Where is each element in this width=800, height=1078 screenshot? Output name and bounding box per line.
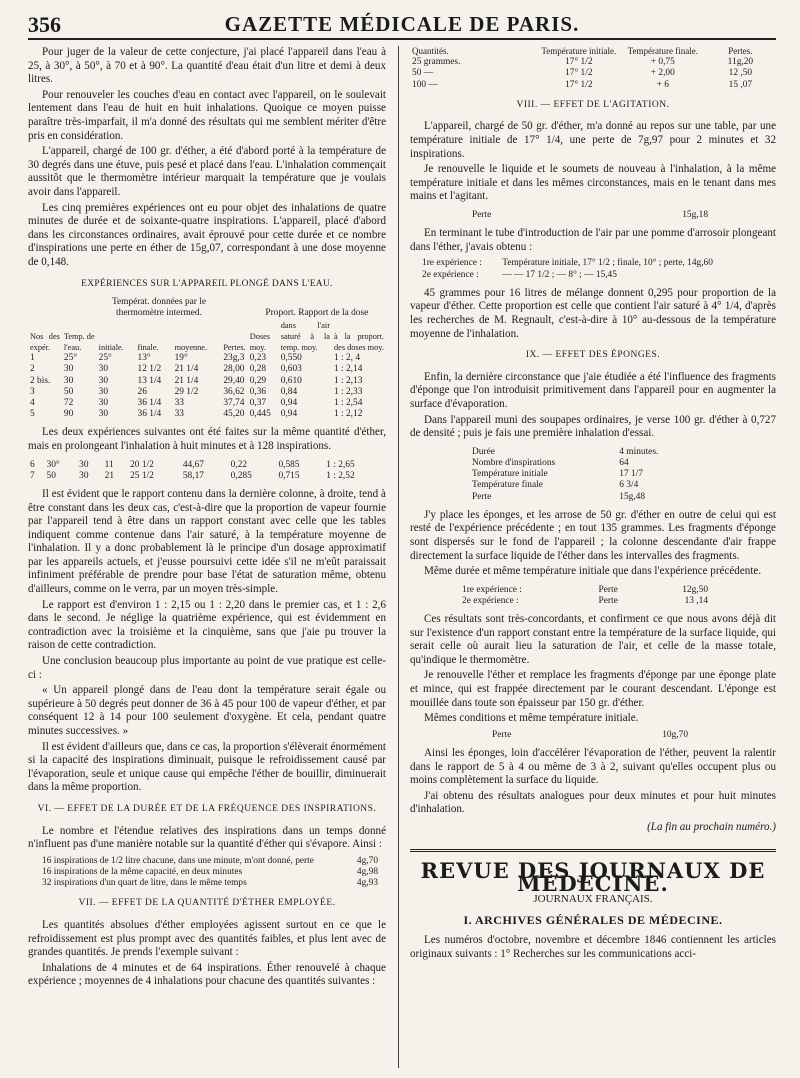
- cell: 50: [46, 470, 56, 481]
- page-number: 356: [28, 12, 61, 37]
- cell: 13°: [137, 353, 151, 364]
- cell: 7: [30, 470, 35, 481]
- cell: 33: [174, 409, 184, 420]
- col-header: Nos des expér.: [30, 331, 60, 352]
- continued-note: (La fin au prochain numéro.): [647, 821, 776, 834]
- paragraph: Les deux expériences suivantes ont été faites sur la même quantité d'éther, mais en prolongeant l'inhalation à huit minutes et à 128 inspirations.: [28, 426, 386, 452]
- cell: 0,94: [280, 397, 298, 408]
- cell: 6: [30, 459, 35, 470]
- table-row: [28, 460, 386, 471]
- cell: 0,23: [249, 353, 267, 364]
- essai-table: [470, 447, 690, 503]
- cell: Perte: [598, 595, 618, 606]
- cell: 2e expérience :: [422, 269, 479, 280]
- experiments-table: [28, 297, 386, 420]
- col-header: Quantités.: [412, 46, 449, 56]
- paragraph: Je renouvelle le liquide et le soumets de nouveau à l'inhalation, à la même température initiale et dans les mêmes circonstances, mais en le tenant dans mes mains et l'agitant.: [410, 163, 776, 203]
- perte-value: 10g,70: [662, 729, 688, 740]
- cell: 13 1/4: [137, 375, 162, 386]
- perte-label: Perte: [472, 209, 492, 220]
- cell: 1 : 2,65: [326, 459, 355, 470]
- cell: 58,17: [182, 470, 204, 481]
- group-header: Proport. Rapport de la dose: [265, 308, 369, 319]
- table-row: [470, 458, 690, 469]
- cell: 17° 1/2: [565, 57, 593, 68]
- paragraph: L'appareil, chargé de 100 gr. d'éther, a été d'abord porté à la température de 30 degrés dans une étuve, puis pesé et placé dans l'eau. L'inhalation commençait aussitôt que le thermomètre intérieur marquait la température que je voulais avoir dans l'appareil.: [28, 145, 386, 198]
- table-row: [28, 353, 386, 364]
- cell: 25°: [98, 353, 112, 364]
- table-row: [410, 80, 776, 91]
- section-heading: VII. — EFFET DE LA QUANTITÉ D'ÉTHER EMPLOYÉE.: [78, 898, 336, 909]
- paragraph: Une conclusion beaucoup plus importante au point de vue pratique est celle-ci :: [28, 655, 386, 681]
- cell: — — 17 1/2 ; — 8° ; — 15,45: [502, 269, 617, 280]
- list-item: [40, 856, 380, 867]
- paragraph: Il est évident que le rapport contenu dans la dernière colonne, à droite, tend à être constant dans les deux cas, c'est-à-dire que la proportion de vapeur fournie par l'appareil tend à être dans un rapport constant avec celle que les tables indiquent comme contenue dans l'air saturé, à la température moyenne de l'inhalation. Il y a donc probablement là le principe d'un dosage approximatif par les appareils actuels, et j'eusse poursuivi cette idée s'il ne m'eût paraissait infiniment préférable de prendre pour base l'état de saturation même, obtenu d'ailleurs, comme on le verra, par un moyen très-simple.: [28, 487, 386, 596]
- table-row: [470, 469, 690, 480]
- cell: 45,20: [223, 409, 245, 420]
- paragraph: Pour juger de la valeur de cette conjecture, j'ai placé l'appareil dans l'eau à 25, à 30°, à 50°, à 70 et à 90°. La quantité d'eau était d'un litre et demi à deux litres.: [28, 46, 386, 86]
- section-heading: VI. — EFFET DE LA DURÉE ET DE LA FRÉQUENCE DES INSPIRATIONS.: [37, 803, 377, 814]
- cell: 3: [30, 386, 35, 397]
- cell: + 0,75: [650, 57, 675, 68]
- cell: 1 : 2,52: [326, 470, 355, 481]
- cell: 25 1/2: [130, 470, 154, 481]
- cell: 2: [30, 364, 35, 375]
- cell: 0,37: [249, 397, 267, 408]
- cell: 5: [30, 409, 35, 420]
- cell: 1 : 2, 4: [334, 353, 361, 364]
- left-column: [28, 46, 386, 991]
- cell: Température initiale, 17° 1/2 ; finale, 10° ; perte, 14g,60: [502, 258, 713, 269]
- cell: Température initiale: [472, 469, 548, 480]
- table-row: [420, 270, 770, 281]
- paragraph: Ces résultats sont très-concordants, et confirment ce que nous avons déjà dit sur l'existence d'un rapport constant entre la température de la surface liquide, qui serait celle où aurait lieu la saturation de l'air, et celle de la masse totale, qu'indique le thermomètre.: [410, 613, 776, 666]
- cell: 1 : 2,13: [334, 375, 363, 386]
- cell: 25°: [63, 353, 77, 364]
- journal-title: GAZETTE MÉDICALE DE PARIS.: [224, 12, 580, 36]
- section-rule: [410, 849, 776, 854]
- paragraph: Enfin, la dernière circonstance que j'aie étudiée a été l'influence des fragments d'éponge que l'on introduisit primitivement dans l'appareil pour en augmenter la surface d'évaporation.: [410, 370, 776, 410]
- cell: 0,585: [278, 459, 300, 470]
- section-heading: VIII. — EFFET DE L'AGITATION.: [516, 99, 670, 110]
- paragraph: Les numéros d'octobre, novembre et décembre 1846 contiennent les articles originaux suivants : 1° Recherches sur les communications acci-: [410, 933, 776, 960]
- cell: 25 grammes.: [412, 57, 461, 68]
- cell: Perte: [472, 491, 492, 502]
- cell: 0,22: [230, 459, 248, 470]
- cell: 0,610: [280, 375, 302, 386]
- cell: 0,29: [249, 375, 267, 386]
- cell: 21: [104, 470, 114, 481]
- revue-subtitle: JOURNAUX FRANÇAIS.: [533, 892, 653, 905]
- cell: 21 1/4: [174, 375, 199, 386]
- cell: 0,28: [249, 364, 267, 375]
- archives-heading: I. ARCHIVES GÉNÉRALES DE MÉDECINE.: [463, 913, 723, 928]
- cell: 36,62: [223, 386, 245, 397]
- cell: 72: [63, 397, 74, 408]
- cell: 1 : 2,54: [334, 397, 363, 408]
- table-row: [460, 585, 710, 596]
- cell: 23g,3: [223, 353, 245, 364]
- table-title: EXPÉRIENCES SUR L'APPAREIL PLONGÉ DANS L'EAU.: [81, 278, 333, 289]
- cell: 4: [30, 397, 35, 408]
- list-item: [40, 878, 380, 889]
- table-row: [470, 480, 690, 491]
- cell: Perte: [598, 584, 618, 595]
- cell: 30: [79, 470, 89, 481]
- cell: 15 ,07: [728, 79, 753, 90]
- col-header: dans l'air saturé à la temp. moy.: [280, 320, 330, 352]
- cell: 44,67: [182, 459, 204, 470]
- item-text: 32 inspirations d'un quart de litre, dans le même temps: [42, 878, 247, 889]
- item-text: 16 inspirations de 1/2 litre chacune, dans une minute, m'ont donné, perte: [42, 855, 314, 866]
- table-row: [470, 447, 690, 458]
- cell: 29,40: [223, 375, 245, 386]
- paragraph: Le nombre et l'étendue relatives des inspirations dans un temps donné n'influent pas d'une manière notable sur la quantité d'éther qui s'évapore. Ainsi :: [28, 824, 386, 851]
- col-header: finale.: [137, 342, 159, 352]
- cell: 1re expérience :: [462, 584, 522, 595]
- cell: 0,445: [249, 409, 271, 420]
- cell: 30: [98, 386, 109, 397]
- cell: 11g,20: [727, 57, 754, 68]
- table-row: [28, 387, 386, 398]
- table-row: [470, 492, 690, 503]
- item-value: 4g,70: [356, 855, 378, 866]
- cell: 12g,50: [682, 584, 708, 595]
- cell: 0,715: [278, 470, 300, 481]
- cell: Nombre d'inspirations: [472, 457, 556, 468]
- cell: 30: [98, 409, 109, 420]
- cell: 33: [174, 397, 184, 408]
- cell: 30: [98, 397, 109, 408]
- cell: 21 1/4: [174, 364, 199, 375]
- col-header: Temp. de l'eau.: [63, 331, 95, 352]
- table-row: [28, 376, 386, 387]
- cell: 30: [63, 375, 74, 386]
- section-heading: IX. — EFFET DES ÉPONGES.: [525, 350, 661, 361]
- paragraph: Le rapport est d'environ 1 : 2,15 ou 1 : 2,20 dans le premier cas, et 1 : 2,6 dans le second. Je néglige la quatrième expérience, qui est évidemment en contradiction avec la troisième et la cinquième, sans que j'aie pu trouver la raison de cette contradiction.: [28, 598, 386, 652]
- cell: 28,00: [223, 364, 245, 375]
- revue-title: REVUE DES JOURNAUX DE MÉDECINE.: [420, 857, 766, 897]
- cell: 17° 1/2: [565, 68, 593, 79]
- table-row: [410, 68, 776, 79]
- col-header: Pertes.: [728, 46, 753, 56]
- col-header: Doses moy.: [249, 331, 270, 352]
- perte-label: Perte: [492, 729, 512, 740]
- paragraph: Dans l'appareil muni des soupapes ordinaires, je verse 100 gr. d'éther à 0,727 de densité ; puis je fais une première inhalation d'essai.: [410, 413, 776, 440]
- cell: 2 bis.: [30, 375, 51, 386]
- paragraph: Il est évident d'ailleurs que, dans ce cas, la proportion s'élèverait énormément si la capacité des inspirations diminuait, puisque le refroidissement causé par l'évaporation, seule et unique cause qui empêche l'éther de bouillir, diminuerait dans la même proportion.: [28, 740, 386, 794]
- cell: 12 ,50: [728, 68, 753, 79]
- column-divider: [398, 46, 399, 1068]
- paragraph: Pour renouveler les couches d'eau en contact avec l'appareil, on le soulevait lentement dans l'eau de huit en huit inhalations. Quoique ce moyen puisse paraître très-imparfait, il m'a donné des résultats qui me semblent mériter d'être pris en considération.: [28, 88, 386, 142]
- cell: 0,36: [249, 386, 267, 397]
- cell: 2e expérience :: [462, 595, 519, 606]
- paragraph: Mêmes conditions et même température initiale.: [424, 712, 639, 725]
- group-header: Températ. données par le thermomètre intermed.: [111, 297, 207, 319]
- cell: 30: [63, 364, 74, 375]
- cell: Température finale: [472, 480, 543, 491]
- list-item: [40, 867, 380, 878]
- table-row: [410, 57, 776, 68]
- cell: 1 : 2,14: [334, 364, 363, 375]
- table-row: [28, 471, 386, 482]
- cell: 17 1/7: [619, 469, 643, 480]
- paragraph: Même durée et même température initiale que dans l'expérience précédente.: [424, 565, 762, 578]
- cell: 36 1/4: [137, 397, 162, 408]
- cell: 30: [98, 364, 109, 375]
- cell: 11: [104, 459, 114, 470]
- page-header: [28, 8, 776, 40]
- experiments-table-continued: [28, 460, 386, 482]
- paragraph: En terminant le tube d'introduction de l'air par une pomme d'arrosoir plongeant dans l'éther, j'avais obtenu :: [410, 227, 776, 253]
- cell: 17° 1/2: [565, 79, 593, 90]
- item-value: 4g,98: [356, 866, 378, 877]
- paragraph: Les quantités absolues d'éther employées agissent surtout en ce que le refroidissement est plus prompt avec des quantités faibles, et plus lent avec de grandes quantités. Je prends l'exemple suivant :: [28, 918, 386, 959]
- cell: 30: [98, 375, 109, 386]
- paragraph: J'y place les éponges, et les arrose de 50 gr. d'éther en outre de celui qui est resté de l'expérience précédente ; en tout 135 grammes. Les fragments d'éponge sont dispersés sur le fond de l'appareil ; la colonne descendante d'air frappe directement la surface liquide de l'éther dans les intervalles des fragments.: [410, 508, 776, 562]
- paragraph: 45 grammes pour 16 litres de mélange donnent 0,295 pour proportion de la vapeur d'éther. Cette proportion est celle que contient l'air saturé à 4° 1/4, d'après les recherches de M. Regnault, c'est-à-dire à 10° au-dessous de la température moyenne de l'inhalation.: [410, 286, 776, 340]
- table-row: [460, 596, 710, 607]
- cell: 36 1/4: [137, 409, 162, 420]
- col-header: à la proport. des doses moy.: [334, 331, 384, 352]
- cell: 30°: [46, 459, 60, 470]
- perte-line: [470, 210, 710, 221]
- col-header: Température initiale.: [541, 46, 617, 56]
- item-value: 4g,93: [356, 878, 378, 889]
- inspirations-list: [40, 856, 380, 890]
- cell: 64: [619, 457, 629, 468]
- cell: 1re expérience :: [422, 258, 482, 269]
- eponge-results: [460, 585, 710, 607]
- cell: 1 : 2,12: [334, 409, 363, 420]
- cell: 1 : 2,33: [334, 386, 363, 397]
- cell: 19°: [174, 353, 188, 364]
- quantities-table: [410, 46, 776, 91]
- cell: 0,603: [280, 364, 302, 375]
- cell: 4 minutes.: [619, 446, 659, 457]
- cell: 12 1/2: [137, 364, 162, 375]
- table-row: [28, 398, 386, 409]
- table-row: [28, 409, 386, 420]
- perte-value: 15g,18: [682, 209, 708, 220]
- item-text: 16 inspirations de la même capacité, en deux minutes: [42, 866, 243, 877]
- cell: 100 —: [412, 79, 438, 90]
- cell: 0,84: [280, 386, 298, 397]
- cell: 26: [137, 386, 147, 397]
- cell: 90: [63, 409, 74, 420]
- cell: 50 —: [412, 68, 434, 79]
- col-header: Pertes.: [223, 342, 246, 352]
- cell: 50: [63, 386, 74, 397]
- right-column: [410, 46, 776, 963]
- cell: + 6: [656, 79, 669, 90]
- col-header: Température finale.: [627, 46, 698, 56]
- col-header: initiale.: [98, 342, 124, 352]
- cell: 15g,48: [619, 491, 646, 502]
- paragraph: Ainsi les éponges, loin d'accélérer l'évaporation de l'éther, peuvent la ralentir dans le rapport de 5 à 4 ou même de 3 à 2, suivant qu'elles occupent plus ou moins complètement la surface du liquide.: [410, 747, 776, 787]
- cell: 29 1/2: [174, 386, 199, 397]
- paragraph: J'ai obtenu des résultats analogues pour deux minutes et pour huit minutes d'inhalation.: [410, 789, 776, 816]
- cell: 6 3/4: [619, 480, 639, 491]
- quotation: « Un appareil plongé dans de l'eau dont la température serait égale ou supérieure à 50 degrés peut donner de 36 à 45 pour 100 de vapeur d'éther, et par conséquent 12 à 14 pour 100 seulement d'oxygène. Et cela, pendant quatre minutes successives. »: [28, 684, 386, 738]
- cell: 0,285: [230, 470, 252, 481]
- perte-line: [490, 730, 690, 741]
- arrosoir-results: [420, 258, 770, 280]
- paragraph: L'appareil, chargé de 50 gr. d'éther, m'a donné au repos sur une table, par une température initiale de 17° 1/4, une perte de 7g,97 pour 2 minutes et 32 inspirations.: [410, 120, 776, 160]
- col-header: moyenne.: [174, 342, 208, 352]
- paragraph: Je renouvelle l'éther et remplace les fragments d'éponge par une éponge plate et mince, qui est frappée directement par le courant descendant. L'éponge est mouillée dans toute son épaisseur par 150 gr. d'éther.: [410, 669, 776, 709]
- paragraph: Inhalations de 4 minutes et de 64 inspirations. Éther renouvelé à chaque expérience ; moyennes de 4 inhalations pour chacune des quantités suivantes :: [28, 961, 386, 988]
- table-row: [28, 364, 386, 375]
- cell: 37,74: [223, 397, 245, 408]
- cell: 13 ,14: [684, 595, 708, 606]
- cell: 1: [30, 353, 35, 364]
- paragraph: Les cinq premières expériences ont eu pour objet des inhalations de quatre minutes de durée et de soixante-quatre inspirations. L'appareil, placé d'abord dans les circonstances ordinaires, avait éprouvé pour cette durée et ce nombre d'inspirations une perte en éther de 15g,07, correspondant à une dose moyenne de 0,148.: [28, 201, 386, 268]
- cell: 0,94: [280, 409, 298, 420]
- table-row: [420, 258, 770, 269]
- cell: Durée: [472, 446, 495, 457]
- cell: + 2,00: [650, 68, 675, 79]
- cell: 20 1/2: [130, 459, 154, 470]
- cell: 0,550: [280, 353, 302, 364]
- cell: 30: [79, 459, 89, 470]
